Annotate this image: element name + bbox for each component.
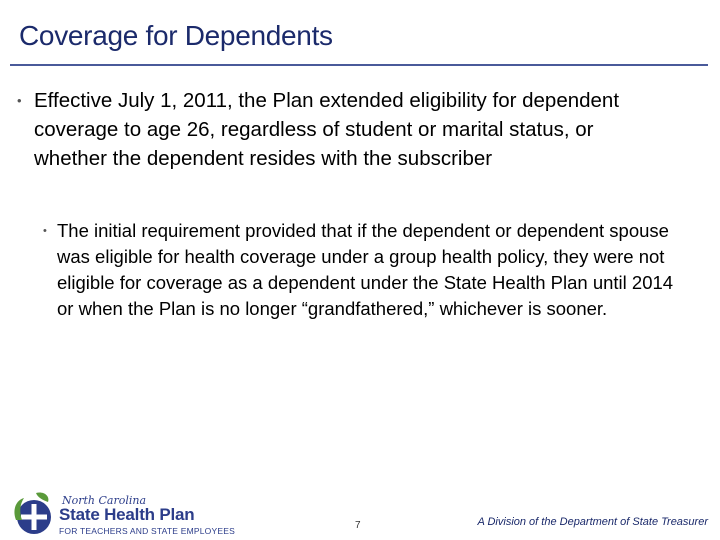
state-health-plan-logo (10, 490, 235, 538)
sub-bullet-text: The initial requirement provided that if the dependent or dependent spouse was eligible for health coverage under a group health policy, they were not eligible for coverage as a dependent under the State Health Plan until 2014 or when the Plan is no longer “grandfathered,” whichever is sooner. (57, 220, 674, 319)
logo-mark-icon (10, 490, 56, 536)
bullet-text: Effective July 1, 2011, the Plan extended eligibility for dependent coverage to age 26, regardless of student or marital status, or whether the dependent resides with the subscriber (34, 89, 620, 170)
slide-footer (0, 480, 720, 540)
logo-script-text: North Carolina (62, 494, 147, 507)
sub-bullet-dot: • (43, 225, 47, 237)
division-text: A Division of the Department of State Treasurer (477, 516, 708, 528)
bullet-dot: • (17, 93, 22, 108)
logo-name-text: State Health Plan (59, 505, 195, 524)
logo-tagline-text: FOR TEACHERS AND STATE EMPLOYEES (59, 526, 235, 536)
title-rule (10, 64, 708, 66)
sub-bullet-item (43, 218, 683, 322)
bullet-item (17, 86, 657, 173)
page-number: 7 (355, 520, 361, 531)
slide-title: Coverage for Dependents (19, 20, 333, 51)
